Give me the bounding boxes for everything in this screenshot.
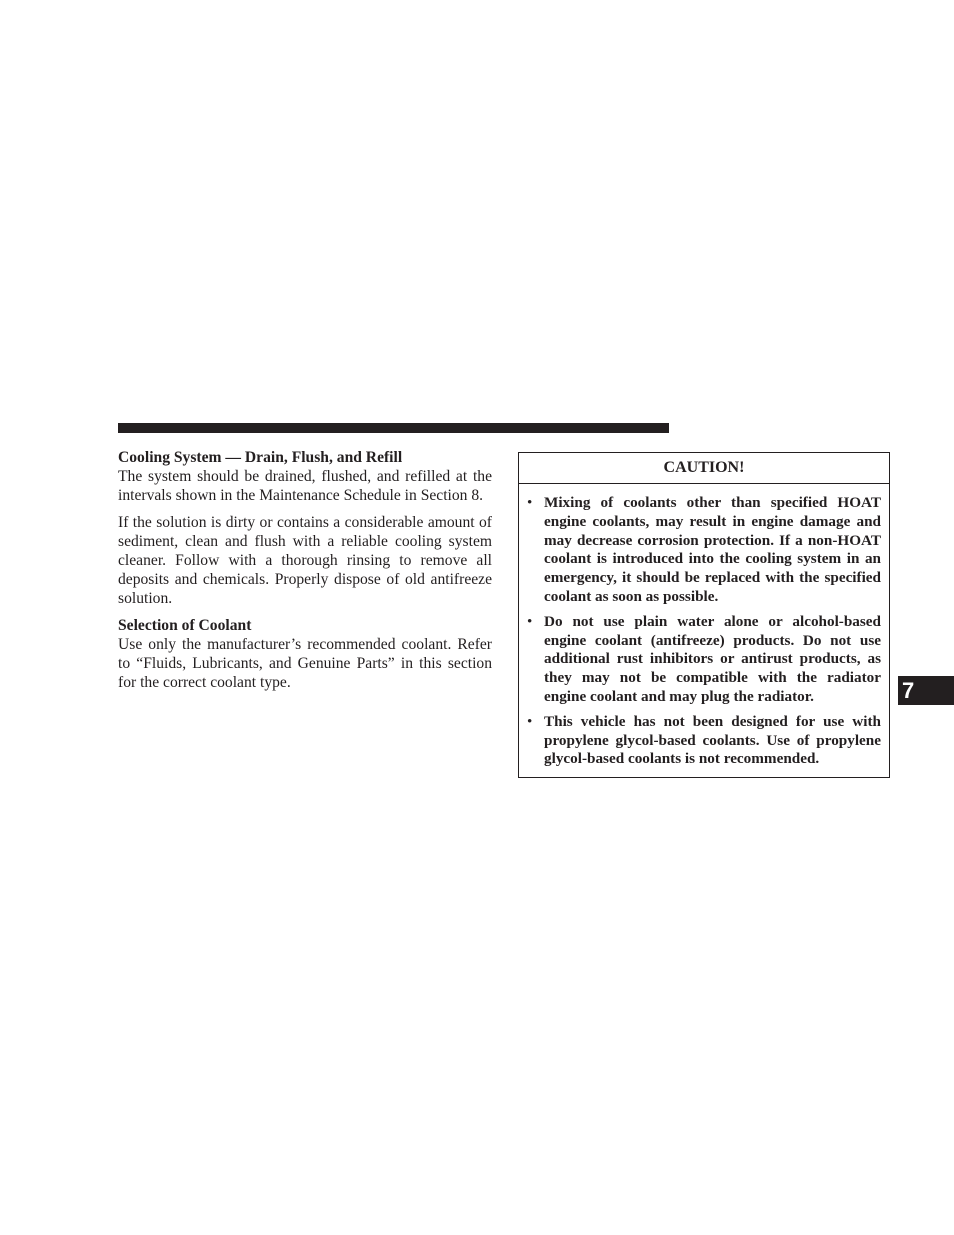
section-heading-coolant-selection: Selection of Coolant <box>118 617 252 635</box>
paragraph-flush-instructions: If the solution is dirty or contains a considerable amount of sediment, clean and flush with a reliable cooling system cleaner. Follow with a thorough rinsing to remove all deposits and chemicals. Properly dispose of old antifreeze solution. <box>118 514 492 607</box>
bullet-icon: • <box>527 612 533 630</box>
caution-box <box>518 452 890 778</box>
section-heading-cooling-system: Cooling System — Drain, Flush, and Refill <box>118 449 403 466</box>
paragraph-coolant-selection: Use only the manufacturer’s recommended coolant. Refer to “Fluids, Lubricants, and Genuine Parts” in this section for the correct coolant type. <box>118 636 492 691</box>
section-tab-marker: 7 <box>898 676 954 705</box>
header-rule <box>118 423 669 433</box>
bullet-icon: • <box>527 494 533 511</box>
bullet-icon: • <box>527 712 533 730</box>
caution-list <box>519 484 889 777</box>
caution-item <box>527 713 881 769</box>
main-text-column <box>118 449 492 702</box>
paragraph-drain-interval: The system should be drained, flushed, and refilled at the intervals shown in the Maintenance Schedule in Section 8. <box>118 467 492 504</box>
caution-item <box>527 613 881 707</box>
caution-item <box>527 494 881 607</box>
caution-item-text: Do not use plain water alone or alcohol-based engine coolant (antifreeze) products. Do not use additional rust inhibitors or antirust products, as they may not be compatible with the radiator engine coolant and may plug the radiator. <box>544 612 881 705</box>
caution-item-text: Mixing of coolants other than specified HOAT engine coolants, may result in engine damage and may decrease corrosion protection. If a non-HOAT coolant is introduced into the cooling system in an emergency, it should be replaced with the specified coolant as soon as possible. <box>544 494 881 605</box>
caution-title: CAUTION! <box>519 453 889 484</box>
caution-item-text: This vehicle has not been designed for use with propylene glycol-based coolants. Use of propylene glycol-based coolants is not recommended. <box>544 712 881 768</box>
